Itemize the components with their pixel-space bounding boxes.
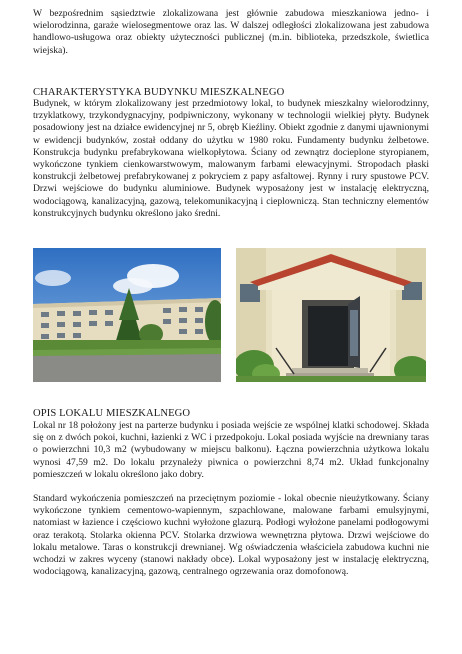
unit-paragraph-1: Lokal nr 18 położony jest na parterze budynku i posiada wejście ze wspólnej klatki schodowej. Składa się on z dwóch pokoi, kuchni, łazienki z WC i przedpokoju. Lokal posiada wyjście na drewniany taras o powierzchni 10,3 m2 (wybudowany w miejscu balkonu). Łączna powierzchnia użytkowa lokalu wynosi 47,59 m2. Do lokalu przynależy piwnica o powierzchni 8,74 m2. Układ funkcjonalny pomieszczeń w lokalu określono jako dobry. (33, 420, 429, 480)
entrance-photo (236, 248, 426, 382)
unit-paragraph-2: Standard wykończenia pomieszczeń na przeciętnym poziomie - lokal obecnie nieużytkowany. Ściany wykończone tynkiem cementowo-wapiennym, szpachlowane, malowane farbami emulsyjnymi, natomiast w łazience i częściowo kuchni wyłożone glazurą. Podłogi wyłożone panelami podłogowymi oraz terakotą. Stolarka okienna PCV. Stolarka drzwiowa wewnętrzna płytowa. Drzwi wejściowe do lokalu metalowe. Taras o konstrukcji drewnianej. Wg oświadczenia właściciela zabudowa kuchni nie wchodzi w zakres wyceny (stanowi nakłady obce). Lokal wyposażony jest w instalację elektryczną, wodociągową, kanalizacyjną, gazową, centralnego ogrzewania oraz domofonową. (33, 493, 429, 578)
entrance-image (236, 248, 426, 382)
intro-paragraph: W bezpośrednim sąsiedztwie zlokalizowana jest głównie zabudowa mieszkaniowa jedno- i wielorodzinna, garaże wielosegmentowe oraz las. W dalszej odległości zlokalizowana jest zabudowa handlowo-usługowa oraz obiekty użyteczności publicznej (m.in. biblioteka, przedszkole, świetlica wiejska). (33, 8, 429, 56)
building-exterior-image (33, 248, 221, 382)
unit-heading: OPIS LOKALU MIESZKALNEGO (33, 408, 191, 419)
building-heading: CHARAKTERYSTYKA BUDYNKU MIESZKALNEGO (33, 87, 285, 98)
building-paragraph: Budynek, w którym zlokalizowany jest przedmiotowy lokal, to budynek mieszkalny wielorodzinny, trzyklatkowy, trzykondygnacyjny, podpiwniczony, wykonany w technologii wielkiej płyty. Budynek posadowiony jest na działce ewidencyjnej nr 5, obręb Kieźliny. Obiekt zgodnie z danymi ujawnionymi w ewidencji budynków, został oddany do użytku w 1980 roku. Fundamenty budynku żelbetowe. Konstrukcja budynku prefabrykowana wielkopłytowa. Ściany od zewnątrz docieplone styropianem, wykończone tynkiem cienkowarstwowym, malowanym farbami elewacyjnymi. Stropodach płaski konstrukcji żelbetowej prefabrykowanej z pokryciem z papy asfaltowej. Rynny i rury spustowe PCV. Drzwi wejściowe do budynku aluminiowe. Budynek wyposażony jest w instalację elektryczną, wodociągową, kanalizacyjną, gazową, telekomunikacyjną i cieplowniczą. Stan techniczny elementów konstrukcyjnych budynku określono jako średni. (33, 98, 429, 219)
building-exterior-photo (33, 248, 221, 382)
